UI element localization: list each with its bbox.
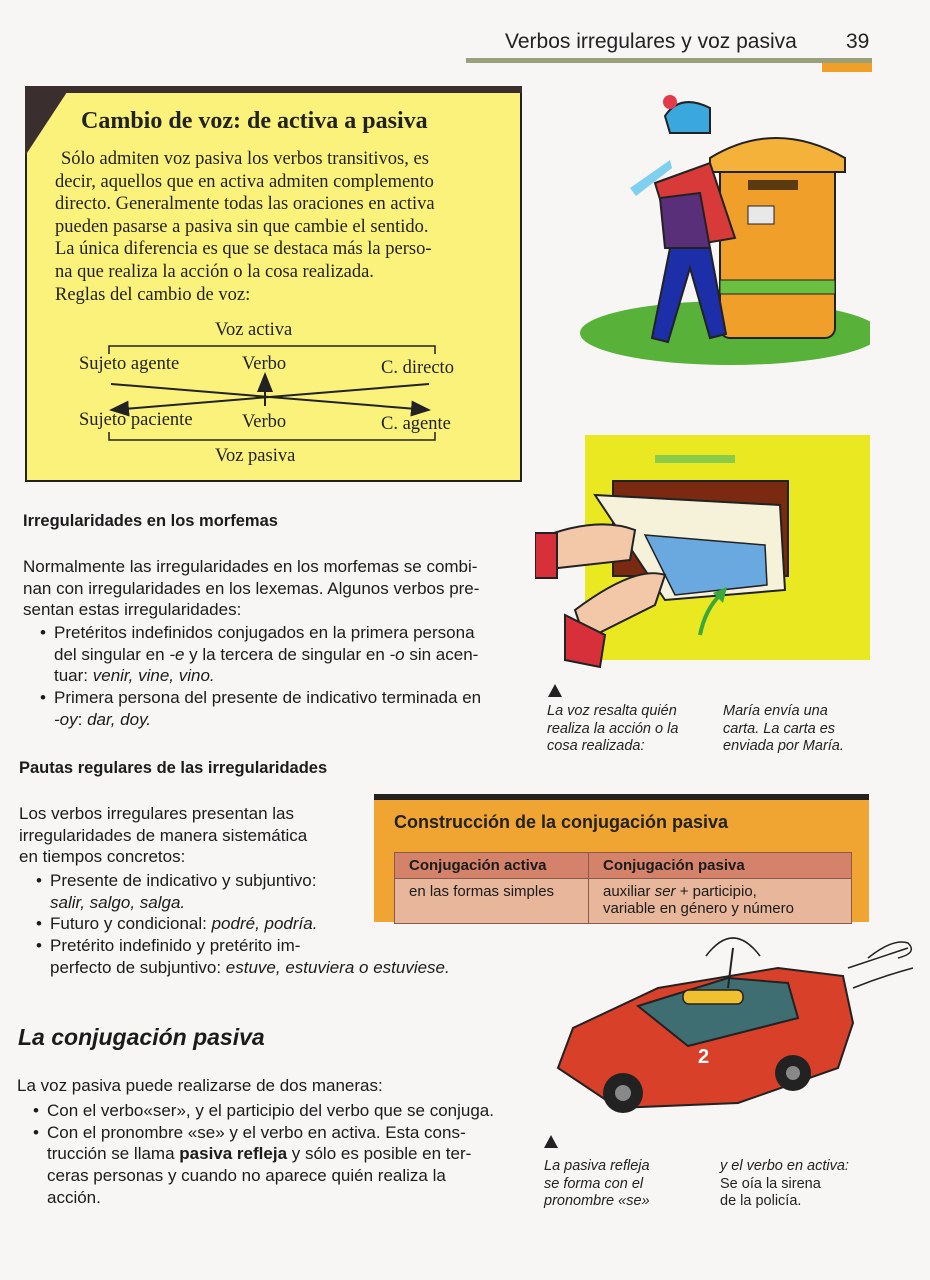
text-span: trucción se llama bbox=[47, 1144, 180, 1164]
page-header-title: Verbos irregulares y voz pasiva bbox=[505, 30, 797, 53]
list-item bbox=[36, 935, 496, 978]
list-item: • Con el verbo«ser», y el participio del verbo que se conjuga. bbox=[33, 1100, 513, 1122]
section-heading-conjugacion-pasiva: La conjugación pasiva bbox=[18, 1024, 265, 1050]
morfemas-text bbox=[23, 556, 523, 621]
table-cell bbox=[589, 879, 852, 924]
caption-marker bbox=[544, 1135, 558, 1148]
caption-line: se forma con el bbox=[544, 1175, 644, 1192]
conjugation-table-title: Construcción de la conjugación pasiva bbox=[394, 812, 729, 832]
header-rule bbox=[466, 58, 872, 63]
text-span: salir, salgo, salga. bbox=[50, 892, 186, 912]
voice-box-title: Cambio de voz: de activa a pasiva bbox=[81, 108, 428, 134]
pautas-text bbox=[19, 803, 349, 868]
voice-diagram-arrows bbox=[27, 88, 522, 482]
pasiva-intro: La voz pasiva puede realizarse de dos maneras: bbox=[17, 1076, 383, 1095]
table-header: Conjugación pasiva bbox=[589, 853, 852, 879]
text-span: variable en género y número bbox=[603, 900, 794, 917]
car-door-number: 2 bbox=[698, 1046, 710, 1068]
caption-line: María envía una bbox=[723, 703, 828, 719]
caption-line: enviada por María. bbox=[723, 738, 844, 754]
caption-line: carta. La carta es bbox=[723, 720, 836, 737]
section-heading-pautas: Pautas regulares de las irregularidades bbox=[19, 759, 328, 777]
text-line bbox=[47, 1143, 513, 1165]
police-car-illustration bbox=[548, 928, 920, 1128]
text-line bbox=[54, 709, 525, 731]
diagram-verb-passive: Verbo bbox=[242, 412, 287, 432]
diagram-agent-complement: C. agente bbox=[381, 414, 451, 434]
text-span: -o bbox=[389, 644, 405, 664]
list-item bbox=[33, 1122, 513, 1209]
caption-marker bbox=[548, 684, 562, 697]
caption-line: La pasiva refleja bbox=[544, 1158, 650, 1174]
diagram-active-label: Voz activa bbox=[215, 320, 293, 340]
caption-line: realiza la acción o la bbox=[547, 720, 679, 737]
text-span: -e bbox=[169, 644, 185, 664]
text-span: venir, vine, vino. bbox=[92, 666, 215, 686]
section-heading-morfemas: Irregularidades en los morfemas bbox=[23, 512, 278, 530]
text-line: • Primera persona del presente de indicativo terminada en bbox=[54, 688, 482, 708]
text-line: acción. bbox=[47, 1187, 101, 1207]
diagram-verb-active: Verbo bbox=[242, 354, 287, 374]
text-line: nan con irregularidades en los lexemas. Algunos verbos pre- bbox=[23, 578, 480, 598]
text-span: y la tercera de singular en bbox=[184, 644, 390, 664]
conjugation-table bbox=[394, 852, 852, 924]
text-span: sin acen- bbox=[404, 644, 479, 664]
text-line: decir, aquellos que en activa admiten complemento bbox=[55, 171, 434, 192]
text-line: Los verbos irregulares presentan las bbox=[19, 804, 294, 823]
caption-sirena-example bbox=[720, 1158, 849, 1211]
text-span: auxiliar bbox=[603, 883, 655, 900]
text-span: estuve, estuviera o estuviese. bbox=[225, 957, 450, 977]
table-row bbox=[395, 879, 852, 924]
text-span: dar, doy. bbox=[87, 709, 152, 729]
table-header-row bbox=[395, 853, 852, 879]
text-line: irregularidades de manera sistemática bbox=[19, 825, 308, 845]
text-span: del singular en bbox=[54, 644, 170, 664]
text-line: • Con el pronombre «se» y el verbo en activa. Esta cons- bbox=[47, 1122, 466, 1142]
text-span: podré, podría. bbox=[211, 914, 318, 934]
text-line: pueden pasarse a pasiva sin que cambie el sentido. bbox=[55, 216, 429, 237]
mailbox-illustration bbox=[560, 88, 870, 370]
caption-voice-highlight bbox=[547, 703, 678, 756]
diagram-direct-object: C. directo bbox=[381, 358, 454, 378]
text-span: perfecto de subjuntivo: bbox=[50, 957, 226, 977]
diagram-subject-patient: Sujeto paciente bbox=[79, 410, 193, 430]
text-line: Reglas del cambio de voz: bbox=[55, 284, 251, 305]
text-span: : bbox=[77, 709, 88, 729]
page-number: 39 bbox=[846, 30, 870, 53]
text-line: Normalmente las irregularidades en los morfemas se combi- bbox=[23, 557, 478, 576]
table-cell: en las formas simples bbox=[395, 879, 589, 924]
text-span: ser bbox=[654, 883, 676, 900]
text-line bbox=[50, 957, 496, 979]
table-header: Conjugación activa bbox=[395, 853, 589, 879]
text-span: y sólo es posible en ter- bbox=[287, 1144, 472, 1164]
text-line: Sólo admiten voz pasiva los verbos transitivos, es bbox=[61, 149, 429, 169]
header-accent-bar bbox=[822, 63, 872, 72]
caption-line: cosa realizada: bbox=[547, 738, 645, 754]
text-line: • Pretéritos indefinidos conjugados en la primera persona bbox=[54, 623, 475, 642]
text-line: en tiempos concretos: bbox=[19, 847, 186, 867]
text-line: na que realiza la acción o la cosa realizada. bbox=[55, 261, 374, 282]
caption-line: y el verbo en activa: bbox=[720, 1158, 849, 1174]
caption-pasiva-refleja bbox=[544, 1158, 650, 1211]
text-line bbox=[54, 644, 525, 666]
text-span: + participio, bbox=[675, 883, 757, 900]
caption-maria-example bbox=[723, 703, 844, 756]
caption-line: Se oía la sirena bbox=[720, 1175, 821, 1192]
text-span: Futuro y condicional: bbox=[50, 914, 212, 934]
text-line bbox=[54, 665, 525, 687]
caption-line: de la policía. bbox=[720, 1193, 802, 1209]
morfemas-bullets bbox=[40, 622, 525, 731]
text-line: • Pretérito indefinido y pretérito im- bbox=[50, 936, 301, 956]
text-span: tuar: bbox=[54, 666, 93, 686]
pasiva-bullets bbox=[33, 1100, 513, 1209]
caption-line: pronombre «se» bbox=[544, 1193, 650, 1209]
list-item bbox=[40, 687, 525, 730]
text-span: -oy bbox=[54, 709, 78, 729]
text-line: ceras personas y cuando no aparece quién realiza la bbox=[47, 1166, 446, 1186]
text-line: directo. Generalmente todas las oraciones en activa bbox=[55, 194, 435, 215]
caption-line: La voz resalta quién bbox=[547, 703, 677, 719]
text-line: • Presente de indicativo y subjuntivo: bbox=[50, 871, 317, 890]
diagram-subject-agent: Sujeto agente bbox=[79, 354, 180, 374]
conjugation-table-box bbox=[374, 794, 869, 922]
text-line: La única diferencia es que se destaca más la perso- bbox=[55, 239, 432, 260]
voice-change-box bbox=[25, 86, 522, 482]
text-span: pasiva refleja bbox=[179, 1144, 288, 1164]
text-line: sentan estas irregularidades: bbox=[23, 600, 242, 620]
list-item bbox=[40, 622, 525, 687]
diagram-passive-label: Voz pasiva bbox=[215, 446, 296, 466]
letter-slot-illustration bbox=[535, 435, 870, 668]
